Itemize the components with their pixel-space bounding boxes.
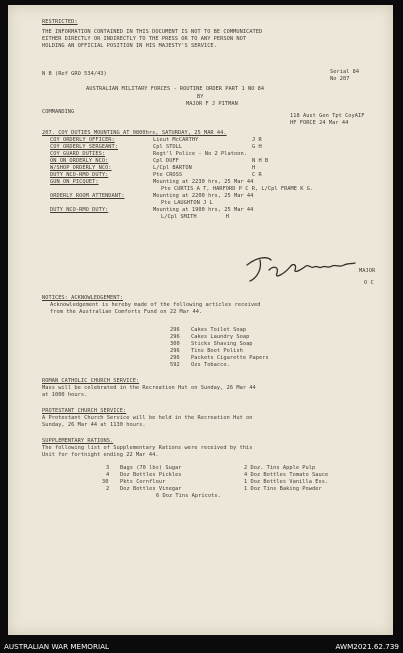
duty-note: G H — [252, 144, 262, 150]
acknowledgement-text: Acknowledgement is hereby made of the following articles received — [50, 302, 261, 308]
duty-label: DUTY NCO-RMO DUTY: — [50, 172, 109, 178]
signature — [245, 251, 357, 285]
article-qty: 296 — [170, 348, 180, 354]
ration-qty: 4 — [106, 472, 110, 478]
notices-heading: NOTICES: ACKNOWLEDGEMENT: — [42, 295, 123, 301]
article-qty: 296 — [170, 334, 180, 340]
order-title: AUSTRALIAN MILITARY FORCES - ROUTINE ORDER PART 1 NO 84 — [86, 86, 265, 92]
article-qty: 296 — [170, 355, 180, 361]
duty-nco-value: Mounting at 1900 hrs, 25 Mar 44 — [153, 207, 254, 213]
ration-qty: 30 — [102, 479, 109, 485]
orderly-room-value: Mounting at 2200 hrs, 25 Mar 44 — [153, 193, 254, 199]
commanding-label: COMMANDING — [42, 109, 75, 115]
rations-text: Unit for fortnight ending 22 Mar 44. — [42, 452, 159, 458]
unit-date: HF FORCE 24 Mar 44 — [290, 120, 349, 126]
acknowledgement-text: from the Australian Comforts Fund on 22 Mar 44. — [50, 309, 203, 315]
ration-right-item: 4 Doz Bottles Tomato Sauce — [244, 472, 329, 478]
ration-item: Pkts Cornflour — [120, 479, 166, 485]
order-number: No 207 — [330, 76, 350, 82]
ration-right-item: 2 Doz. Tins Apple Pulp — [244, 465, 316, 471]
duty-nco-label: DUTY NCO-RMO DUTY: — [50, 207, 109, 213]
article-item: Cakes Toilet Soap — [191, 327, 247, 333]
restricted-warning-line: HOLDING AN OFFICIAL POSITION IN HIS MAJESTY'S SERVICE. — [42, 43, 217, 49]
reference: N B (Ref GRO 534/43) — [42, 71, 107, 77]
article-qty: 592 — [170, 362, 180, 368]
ration-right-item: 1 Doz Tins Baking Powder — [244, 486, 322, 492]
ration-item: Doz Bottles Pickles — [120, 472, 182, 478]
duty-label: COY GUARD DUTIES: — [50, 151, 106, 157]
duty-nco-name: L/Cpl SMITH H — [161, 214, 230, 220]
duty-label: ON ON ORDERLY NCO: — [50, 158, 109, 164]
ration-qty: 2 — [106, 486, 110, 492]
duty-note: N H B — [252, 158, 269, 164]
duty-note: C R — [252, 172, 262, 178]
article-qty: 300 — [170, 341, 180, 347]
ration-item: Doz Bottles Vinegar — [120, 486, 182, 492]
rc-heading: ROMAN CATHOLIC CHURCH SERVICE: — [42, 378, 140, 384]
article-item: Cakes Laundry Soap — [191, 334, 250, 340]
duty-value: L/Cpl BARTON — [153, 165, 192, 171]
commander-name: MAJOR F J PITMAN — [186, 101, 238, 107]
duty-note: H — [252, 165, 256, 171]
signature-oc: O C — [364, 280, 374, 286]
ration-item: Bags (70 lbs) Sugar — [120, 465, 182, 471]
rc-text: Mass will be celebrated in the Recreation Hut on Sunday, 26 Mar 44 — [42, 385, 256, 391]
footer-bar — [0, 640, 403, 653]
rations-heading: SUPPLEMENTARY RATIONS. — [42, 438, 114, 444]
protestant-text: Sunday, 26 Mar 44 at 1130 hours. — [42, 422, 146, 428]
duty-value: Cpl STOLL — [153, 144, 183, 150]
section-207-heading: 207. COY DUTIES MOUNTING AT 0800hrs, SATURDAY, 25 MAR 44. — [42, 130, 227, 136]
protestant-text: A Protestant Church Service will be held in the Recreation Hut on — [42, 415, 253, 421]
article-qty: 296 — [170, 327, 180, 333]
ration-last-item: 6 Doz Tins Apricots. — [156, 493, 221, 499]
picquet-names: Pte CURTIS A T, HARFORD P C R, L/Cpl FRAME K G. — [161, 186, 314, 192]
ration-qty: 3 — [106, 465, 110, 471]
orderly-room-name: Pte LAUGHTON J L — [161, 200, 213, 206]
duty-value: Regt'l Police - No 2 Platoon. — [153, 151, 247, 157]
rc-text: at 1000 hours. — [42, 392, 88, 398]
article-item: Packets Cigarette Papers — [191, 355, 269, 361]
duty-note: J R — [252, 137, 262, 143]
restricted-warning-line: EITHER DIRECTLY OR INDIRECTLY TO THE PRESS OR TO ANY PERSON NOT — [42, 36, 247, 42]
protestant-heading: PROTESTANT CHURCH SERVICE: — [42, 408, 127, 414]
duty-label: W/SHOP ORDERLY NCO: — [50, 165, 112, 171]
duty-label: COY ORDERLY SERGEANT: — [50, 144, 119, 150]
duty-value: Lieut McCARTHY — [153, 137, 199, 143]
unit-name: 118 Aust Gen Tpt CoyAIF — [290, 113, 365, 119]
rations-text: The following list of Supplementary Rations were received by this — [42, 445, 253, 451]
order-by: BY — [197, 94, 204, 100]
duty-value: Mounting at 2230 hrs, 25 Mar 44 — [153, 179, 254, 185]
signature-rank: MAJOR — [359, 268, 376, 274]
serial-number: Serial 84 — [330, 69, 360, 75]
duty-value: Pte CROSS — [153, 172, 183, 178]
restricted-heading: RESTRICTED: — [42, 19, 78, 25]
footer-accession-number: AWM2021.62.739 — [335, 642, 399, 651]
ration-right-item: 1 Doz Bottles Vanilla Ess. — [244, 479, 329, 485]
document-page — [8, 5, 393, 635]
footer-source: AUSTRALIAN WAR MEMORIAL — [4, 642, 109, 651]
article-item: Sticks Shaving Soap — [191, 341, 253, 347]
duty-value: Cpl DUFF — [153, 158, 179, 164]
article-item: Ozs Tobacco. — [191, 362, 230, 368]
duty-label: COY ORDERLY OFFICER: — [50, 137, 115, 143]
duty-label: GUN ON PICQUET: — [50, 179, 99, 185]
article-item: Tins Boot Polish — [191, 348, 243, 354]
orderly-room-label: ORDERLY ROOM ATTENDANT: — [50, 193, 125, 199]
restricted-warning-line: THE INFORMATION CONTAINED IN THIS DOCUMENT IS NOT TO BE COMMUNICATED — [42, 29, 263, 35]
